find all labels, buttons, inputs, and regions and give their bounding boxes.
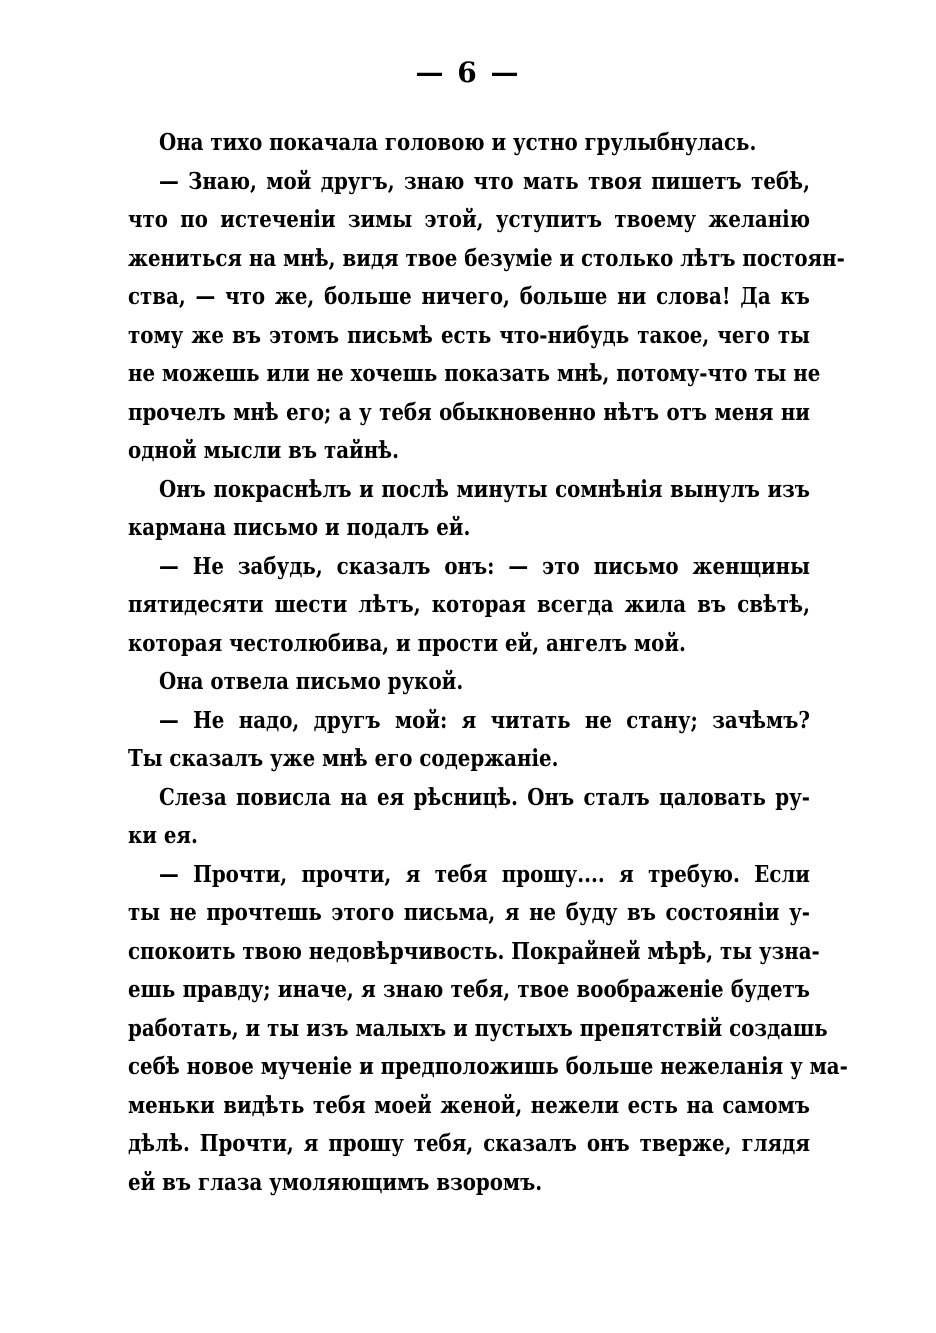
text-line: Она тихо покачала головою и устно грулыбнулась. (158, 129, 757, 156)
text-line: — Не надо, другъ мой: я читать не стану; зачѣмъ? (158, 706, 810, 734)
text-line: — Знаю, мой другъ, знаю что мать твоя пишетъ тебѣ, (158, 167, 810, 195)
text-line: ты не прочтешь этого письма, я не буду въ состояніи у- (128, 899, 810, 926)
text-line: прочелъ мнѣ его; а у тебя обыкновенно нѣтъ отъ меня ни (128, 398, 810, 426)
text-line: работать, и ты изъ малыхъ и пустыхъ препятствій создашь (128, 1014, 828, 1042)
text-line: спокоить твою недовѣрчивость. Покрайней мѣрѣ, ты узна- (128, 937, 820, 965)
text-line: что по истеченіи зимы этой, уступитъ твоему желанію (128, 206, 810, 233)
text-line: не можешь или не хочешь показать мнѣ, потому-что ты не (128, 360, 821, 387)
text-line: ей въ глаза умоляющимъ взоромъ. (128, 1168, 543, 1196)
body-text (128, 124, 848, 1202)
text-line: дѣлѣ. Прочти, я прошу тебя, сказалъ онъ тверже, глядя (128, 1130, 810, 1157)
text-line: Она отвела письмо рукой. (158, 668, 464, 695)
text-line: одной мысли въ тайнѣ. (128, 437, 399, 464)
text-line: себѣ новое мученіе и предположишь больше нежеланія у ма- (128, 1053, 848, 1080)
text-line: пятидесяти шести лѣтъ, которая всегда жила въ свѣтѣ, (128, 591, 810, 618)
text-line: кармана письмо и подалъ ей. (128, 514, 471, 541)
text-line: ки ея. (128, 822, 198, 849)
text-line: меньки видѣть тебя моей женой, нежели есть на самомъ (128, 1091, 810, 1119)
text-line: которая честолюбива, и прости ей, ангелъ мой. (128, 629, 686, 657)
text-line: Онъ покраснѣлъ и послѣ минуты сомнѣнія вынулъ изъ (158, 475, 810, 503)
page-number: — 6 — (415, 56, 521, 89)
text-line: ства, — что же, больше ничего, больше ни слова! Да къ (128, 283, 810, 310)
text-line: жениться на мнѣ, видя твое безуміе и столько лѣтъ постоян- (128, 244, 845, 272)
text-line: тому же въ этомъ письмѣ есть что-нибудь такое, чего ты (128, 321, 810, 349)
text-line: Ты сказалъ уже мнѣ его содержаніе. (128, 745, 559, 772)
text-line: — Не забудь, сказалъ онъ: — это письмо женщины (158, 552, 810, 580)
text-line: — Прочти, прочти, я тебя прошу.... я требую. Если (158, 860, 810, 888)
text-line: ешь правду; иначе, я знаю тебя, твое воображеніе будетъ (128, 976, 810, 1003)
text-line: Слеза повисла на ея рѣсницѣ. Онъ сталъ цаловать ру- (158, 783, 810, 811)
